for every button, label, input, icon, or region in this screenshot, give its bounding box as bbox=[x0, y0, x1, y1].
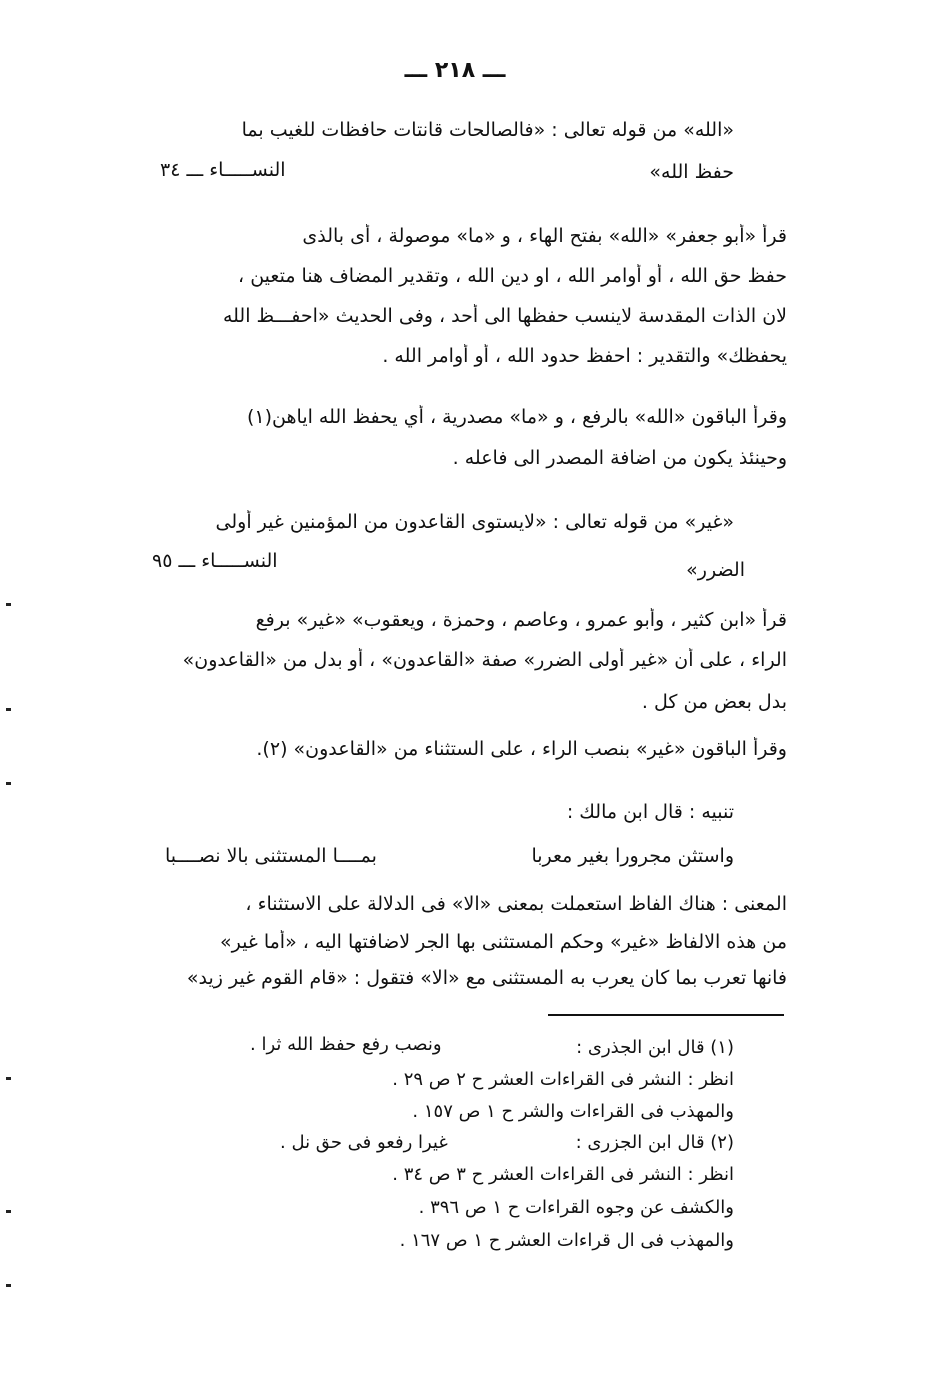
paragraph-line: يحفظك» والتقدير : احفظ حدود الله ، أو أوامر الله . bbox=[382, 345, 787, 367]
scan-mark bbox=[6, 1284, 11, 1287]
paragraph-line: وقرأ الباقون «غير» بنصب الراء ، على الستثناء من «القاعدون» (٢). bbox=[256, 738, 787, 760]
quran-verse-line: حفظ الله» bbox=[649, 161, 734, 183]
scan-mark bbox=[6, 1210, 11, 1213]
quran-verse-line: «غير» من قوله تعالى : «لايستوى القاعدون من المؤمنين غير أولى bbox=[215, 511, 734, 533]
footnote-line: انظر : النشر فى القراءات العشر ح ٢ ص ٢٩ . bbox=[392, 1069, 734, 1090]
scan-mark bbox=[6, 782, 11, 785]
footnote-line: والمهذب فى القراءات والشر ح ١ ص ١٥٧ . bbox=[412, 1101, 734, 1122]
paragraph-line: المعنى : هناك الفاظ استعملت بمعنى «الا» فى الدلالة على الاستثناء ، bbox=[245, 893, 787, 915]
paragraph-line: وقرأ الباقون «الله» بالرفع ، و «ما» مصدرية ، أي يحفظ الله اياهن(١) bbox=[247, 406, 787, 428]
scan-mark bbox=[6, 603, 11, 606]
page-number: ـــ ٢١٨ ـــ bbox=[404, 58, 506, 83]
footnote-line: انظر : النشر فى القراءات العشر ح ٣ ص ٣٤ . bbox=[392, 1164, 734, 1185]
paragraph-line: وحينئذ يكون من اضافة المصدر الى فاعله . bbox=[452, 447, 787, 469]
paragraph-line: حفظ حق الله ، أو أوامر الله ، او دين الله ، وتقدير المضاف هنا متعين ، bbox=[238, 265, 787, 287]
paragraph-line: الراء ، على أن «غير أولى الضرر» صفة «القاعدون» ، أو بدل من «القاعدون» bbox=[182, 649, 787, 671]
footnote-line: والكشف عن وجوه القراءات ح ١ ص ٣٩٦ . bbox=[418, 1197, 734, 1218]
footnote-label: (١) قال ابن الجذرى : bbox=[576, 1037, 734, 1058]
quran-verse-line: الضرر» bbox=[686, 559, 745, 581]
paragraph-line: فانها تعرب بما كان يعرب به المستثنى مع «الا» فتقول : «قام القوم غير زيد» bbox=[186, 967, 787, 989]
note-heading: تنبيه : قال ابن مالك : bbox=[566, 801, 734, 823]
footnote-label: (٢) قال ابن الجزرى : bbox=[575, 1132, 734, 1153]
paragraph-line: بدل بعض من كل . bbox=[641, 691, 787, 713]
scan-mark bbox=[6, 708, 11, 711]
scan-mark bbox=[6, 1077, 11, 1080]
footnote-separator bbox=[548, 1014, 784, 1016]
quran-verse-line: «الله» من قوله تعالى : «فالصالحات قانتات حافظات للغيب بما bbox=[241, 119, 734, 141]
verse-reference: النســـــاء ـــ ٣٤ bbox=[160, 159, 286, 181]
footnote-text: غيرا رفعو فى حق نل . bbox=[280, 1132, 448, 1153]
footnote-line: والمهذب فى ال قراءات العشر ح ١ ص ١٦٧ . bbox=[399, 1230, 734, 1251]
paragraph-line: قرأ «أبو جعفر» «الله» بفتح الهاء ، و «ما» موصولة ، أى بالذى bbox=[302, 225, 787, 247]
footnote-text: ونصب رفع حفظ الله ثرا . bbox=[250, 1034, 442, 1055]
paragraph-line: لان الذات المقدسة لاينسب حفظها الى أحد ، وفى الحديث «احفـــظ الله bbox=[222, 305, 787, 327]
paragraph-line: من هذه الالفاظ «غير» وحكم المستثنى بها الجر لاضافتها اليه ، «أما غير» bbox=[220, 931, 787, 953]
paragraph-line: قرأ «ابن كثير ، وأبو عمرو ، وعاصم ، وحمزة ، ويعقوب» «غير» برفع bbox=[255, 609, 787, 631]
verse-reference: النســـــاء ـــ ٩٥ bbox=[152, 550, 278, 572]
poem-hemistich-right: واستثن مجرورا بغير معربا bbox=[531, 845, 734, 867]
poem-hemistich-left: بمــــا المستثنى بالا نصــــبا bbox=[165, 845, 377, 867]
